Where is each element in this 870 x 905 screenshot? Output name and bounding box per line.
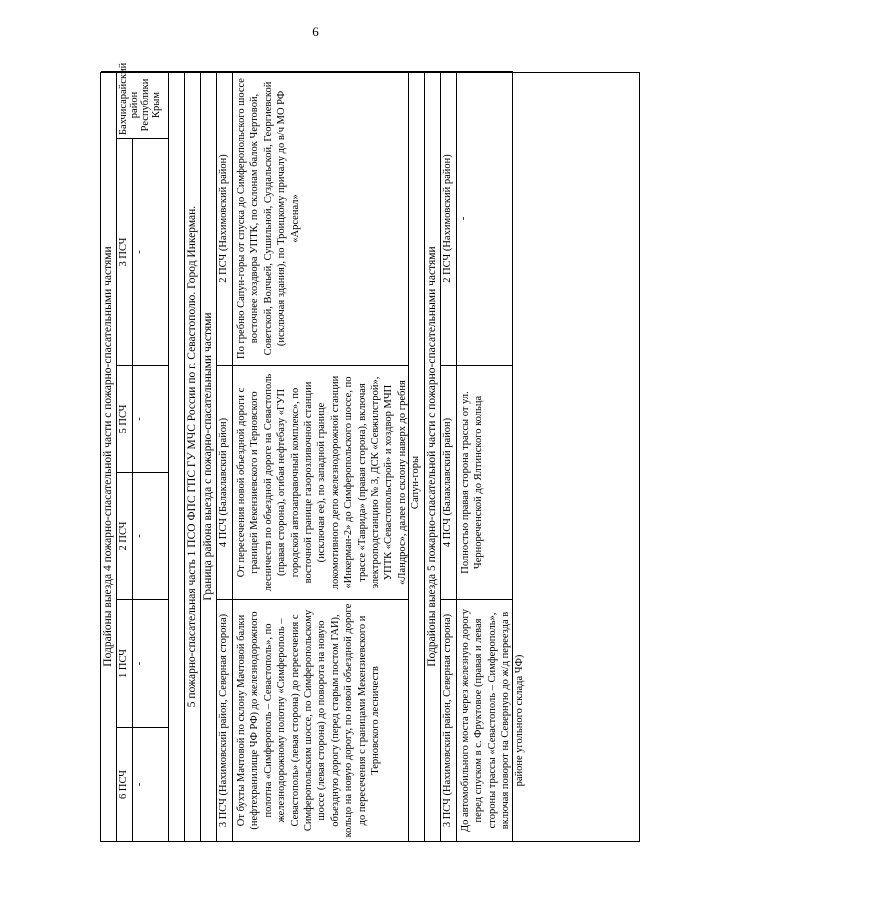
cell-dash: - xyxy=(133,727,169,841)
boundary-col-2psch: 2 ПСЧ (Нахимовский район) xyxy=(217,71,233,365)
boundary-text-4psch: От пересечения новой объездной дороги с границей Мекензиевского и Терновского лесничеств по объездной дороге на Севастополь (правая сторона), огибая нефтебазу «ГУП городской автозаправочный комплекс», по восточной границе газорозливочной станции (исключая ее), по западной границе локомотивного депо железнодорожной станции «Инкерман-2» до Симферопольского шоссе, по трассе «Таврида» (правая сторона), включая электроподстанцию № 3, ДСК «Севжилстрой», УПТК «Севастопольстрой» и хоздвор МЧП «Ландрос», далее по склону наверх до гребня Сапун-горы xyxy=(233,365,409,599)
boundary-col-3psch: 3 ПСЧ (Нахимовский район, Северная сторона) xyxy=(217,599,233,841)
s5-col-4psch: 4 ПСЧ (Балаклавский район) xyxy=(441,365,457,599)
s5-col-2psch: 2 ПСЧ (Нахимовский район) xyxy=(441,71,457,365)
col-header-6psch: 6 ПСЧ xyxy=(117,727,133,841)
page-number: 6 xyxy=(312,24,319,39)
col-header-1psch: 1 ПСЧ xyxy=(117,599,133,727)
boundary-col-4psch: 4 ПСЧ (Балаклавский район) xyxy=(217,365,233,599)
col-header-3psch: 3 ПСЧ xyxy=(117,138,133,365)
boundary-text-3psch: От бухты Мачтовой по склону Мачтовой балки (нефтехранилище ЧФ РФ) до железнодорожного полотна «Симферополь – Севастополь», по железнодорожному полотну «Симферополь – Севастополь» (левая сторона) до пересечения с Симферопольским шоссе, по Симферопольскому шоссе (левая сторона) до поворота на новую объездную дорогу (перед старым постом ГАИ), кольцо на новую дорогу, по новой объездной дороге до пересечения с границами Мекензиевского и Терновского лесничеств xyxy=(233,599,409,841)
section5-title: Подрайоны выезда 5 пожарно-спасательной части с пожарно-спасательными частями xyxy=(425,71,441,841)
s5-text-2psch: - xyxy=(457,71,513,365)
s5-col-3psch: 3 ПСЧ (Нахимовский район, Северная сторона) xyxy=(441,599,457,841)
s5-text-3psch: До автомобильного моста через железную дорогу перед спуском в с. Фруктовое (правая и левая стороны трассы «Севастополь – Симферополь», включая поворот на Северную до ж/д переезда в районе угольного склада ЧФ) xyxy=(457,599,513,841)
cell-dash: - xyxy=(133,365,169,472)
spacer-row xyxy=(409,71,425,841)
districts-table xyxy=(100,62,640,842)
psch5-title: 5 пожарно-спасательная часть 1 ПСО ФПС ГПС ГУ МЧС России по г. Севастополю. Город Инкерман. xyxy=(185,71,201,841)
cell-dash: - xyxy=(133,472,169,599)
section4-title: Подрайоны выезда 4 пожарно-спасательной части с пожарно-спасательными частями xyxy=(101,71,117,841)
boundary-title: Граница района выезда с пожарно-спасательными частями xyxy=(201,71,217,841)
col-header-5psch: 5 ПСЧ xyxy=(117,365,133,472)
cell-dash: - xyxy=(133,599,169,727)
spacer-row xyxy=(169,71,185,841)
s5-text-4psch: Полностью правая сторона трассы от ул. Чернореченской до Ялтинского кольца xyxy=(457,365,513,599)
rotated-table-wrapper xyxy=(100,62,870,842)
col-header-bakhchisaray: Бахчисарайский район Республики Крым xyxy=(117,71,169,138)
boundary-text-2psch: По гребню Сапун-горы от спуска до Симферопольского шоссе восточнее хоздвора УПТК, по склонам балок Чертовой, Советской, Волчьей, Сушильной, Суздальской, Георгиевской (исключая здания), по Троицкому причалу до в/ч МО РФ «Арсенал» xyxy=(233,71,409,365)
col-header-2psch: 2 ПСЧ xyxy=(117,472,133,599)
cell-dash: - xyxy=(133,138,169,365)
